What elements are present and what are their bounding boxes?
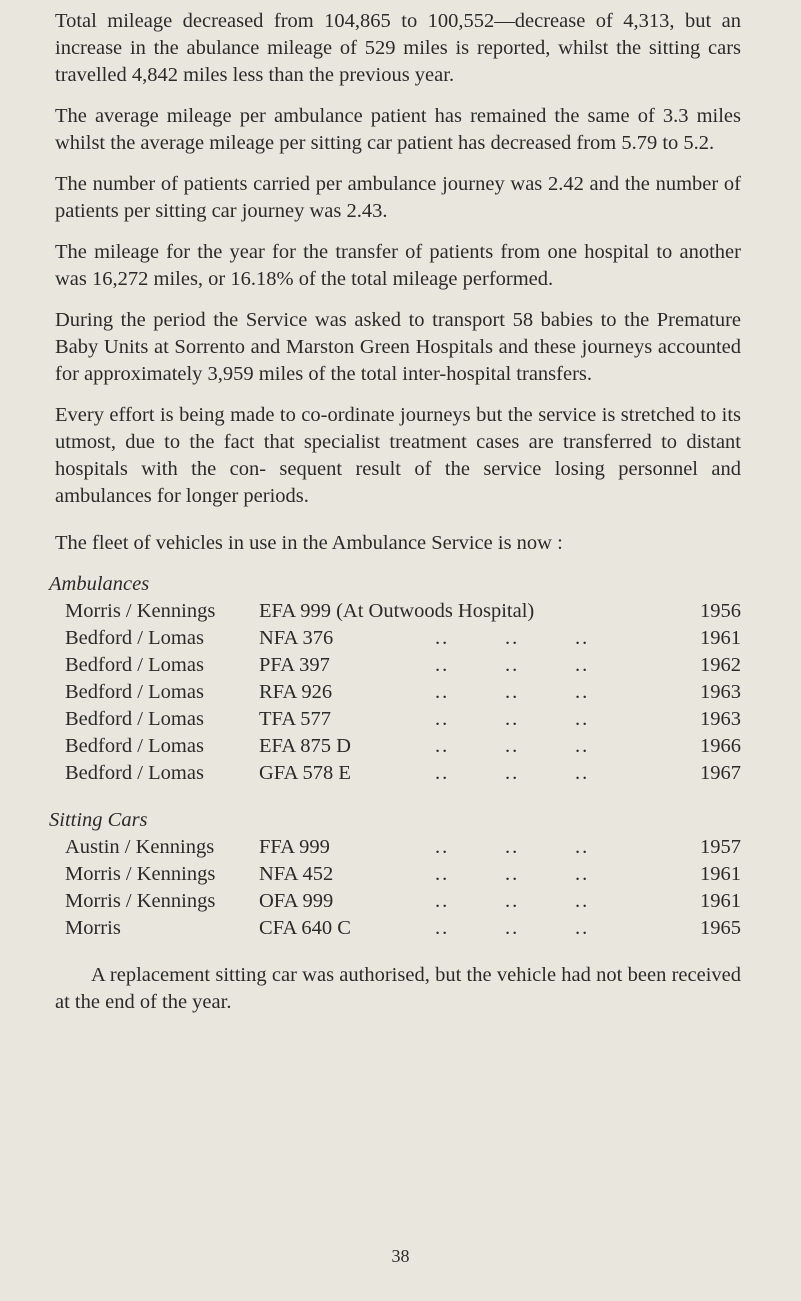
vehicle-make: Bedford / Lomas xyxy=(65,654,204,676)
leader-dots: .. xyxy=(575,890,590,912)
vehicle-row xyxy=(55,625,741,652)
leader-dots: .. xyxy=(505,708,520,730)
leader-dots: .. xyxy=(435,917,450,939)
ambulances-heading: Ambulances xyxy=(49,573,150,595)
leader-dots: .. xyxy=(435,627,450,649)
vehicle-year: 1967 xyxy=(700,762,741,784)
vehicle-make: Bedford / Lomas xyxy=(65,681,204,703)
vehicle-row xyxy=(55,760,741,787)
registration: CFA 640 C xyxy=(259,917,351,939)
leader-dots: .. xyxy=(505,627,520,649)
leader-dots: .. xyxy=(435,863,450,885)
registration: EFA 875 D xyxy=(259,735,351,757)
vehicle-year: 1961 xyxy=(700,863,741,885)
leader-dots: .. xyxy=(435,735,450,757)
registration: OFA 999 xyxy=(259,890,334,912)
leader-dots: .. xyxy=(575,681,590,703)
vehicle-year: 1963 xyxy=(700,708,741,730)
leader-dots: .. xyxy=(505,836,520,858)
leader-dots: .. xyxy=(505,654,520,676)
leader-dots: .. xyxy=(505,863,520,885)
vehicle-make: Bedford / Lomas xyxy=(65,708,204,730)
vehicle-make: Bedford / Lomas xyxy=(65,627,204,649)
leader-dots: .. xyxy=(505,762,520,784)
leader-dots: .. xyxy=(435,890,450,912)
vehicle-row xyxy=(55,733,741,760)
paragraph-transfer-mileage: The mileage for the year for the transfer of patients from one hospital to another was 16,272 miles, or 16.18% of the total mileage performed. xyxy=(55,241,741,290)
vehicle-row xyxy=(55,706,741,733)
leader-dots: .. xyxy=(505,917,520,939)
vehicle-year: 1962 xyxy=(700,654,741,676)
leader-dots: .. xyxy=(435,762,450,784)
vehicle-make: Bedford / Lomas xyxy=(65,762,204,784)
registration: PFA 397 xyxy=(259,654,330,676)
vehicle-year: 1963 xyxy=(700,681,741,703)
paragraph-average-mileage: The average mileage per ambulance patient has remained the same of 3.3 miles whilst the average mileage per sitting car patient has decreased from 5.79 to 5.2. xyxy=(55,105,741,154)
vehicle-make: Morris xyxy=(65,917,121,939)
vehicle-year: 1961 xyxy=(700,627,741,649)
leader-dots: .. xyxy=(575,627,590,649)
registration: NFA 376 xyxy=(259,627,334,649)
page-number: 38 xyxy=(391,1246,410,1266)
registration: FFA 999 xyxy=(259,836,330,858)
leader-dots: .. xyxy=(435,681,450,703)
vehicle-make: Austin / Kennings xyxy=(65,836,215,858)
registration: NFA 452 xyxy=(259,863,334,885)
leader-dots: .. xyxy=(505,735,520,757)
leader-dots: .. xyxy=(575,836,590,858)
registration: GFA 578 E xyxy=(259,762,351,784)
ambulances-table xyxy=(55,598,741,787)
leader-dots: .. xyxy=(575,708,590,730)
leader-dots: .. xyxy=(575,735,590,757)
leader-dots: .. xyxy=(505,681,520,703)
vehicle-row xyxy=(55,861,741,888)
sitting-cars-heading: Sitting Cars xyxy=(49,809,148,831)
leader-dots: .. xyxy=(435,654,450,676)
vehicle-year: 1966 xyxy=(700,735,741,757)
vehicle-row xyxy=(55,834,741,861)
vehicle-make: Morris / Kennings xyxy=(65,600,216,622)
registration: TFA 577 xyxy=(259,708,331,730)
paragraph-patients-per-journey: The number of patients carried per ambulance journey was 2.42 and the number of patients per sitting car journey was 2.43. xyxy=(55,173,741,222)
vehicle-year: 1956 xyxy=(700,600,741,622)
vehicle-year: 1965 xyxy=(700,917,741,939)
registration: EFA 999 (At Outwoods Hospital) xyxy=(259,600,535,622)
vehicle-row xyxy=(55,679,741,706)
paragraph-coordination: Every effort is being made to co-ordinate journeys but the service is stretched to its utmost, due to the fact that specialist treatment cases are transferred to distant hospitals with the con- sequent result of the service losing personnel and ambulances for longer periods. xyxy=(55,404,741,507)
leader-dots: .. xyxy=(575,863,590,885)
leader-dots: .. xyxy=(435,836,450,858)
paragraph-replacement: A replacement sitting car was authorised, but the vehicle had not been received at the end of the year. xyxy=(55,964,741,1013)
leader-dots: .. xyxy=(575,917,590,939)
vehicle-year: 1961 xyxy=(700,890,741,912)
vehicle-row xyxy=(55,652,741,679)
leader-dots: .. xyxy=(505,890,520,912)
vehicle-make: Bedford / Lomas xyxy=(65,735,204,757)
vehicle-row xyxy=(55,888,741,915)
fleet-intro: The fleet of vehicles in use in the Ambulance Service is now : xyxy=(55,532,563,554)
leader-dots: .. xyxy=(575,654,590,676)
vehicle-row xyxy=(55,598,741,625)
leader-dots: .. xyxy=(575,762,590,784)
vehicle-row xyxy=(55,915,741,942)
document-page xyxy=(49,8,741,1030)
leader-dots: .. xyxy=(435,708,450,730)
paragraph-mileage: Total mileage decreased from 104,865 to 100,552—decrease of 4,313, but an increase in the abulance mileage of 529 miles is reported, whilst the sitting cars travelled 4,842 miles less than the previous year. xyxy=(55,10,741,86)
registration: RFA 926 xyxy=(259,681,333,703)
paragraph-premature-babies: During the period the Service was asked to transport 58 babies to the Premature Baby Units at Sorrento and Marston Green Hospitals and these journeys accounted for approximately 3,959 miles of the total inter-hospital transfers. xyxy=(55,309,741,385)
sitting-cars-table xyxy=(55,834,741,942)
vehicle-make: Morris / Kennings xyxy=(65,890,216,912)
vehicle-make: Morris / Kennings xyxy=(65,863,216,885)
vehicle-year: 1957 xyxy=(700,836,741,858)
